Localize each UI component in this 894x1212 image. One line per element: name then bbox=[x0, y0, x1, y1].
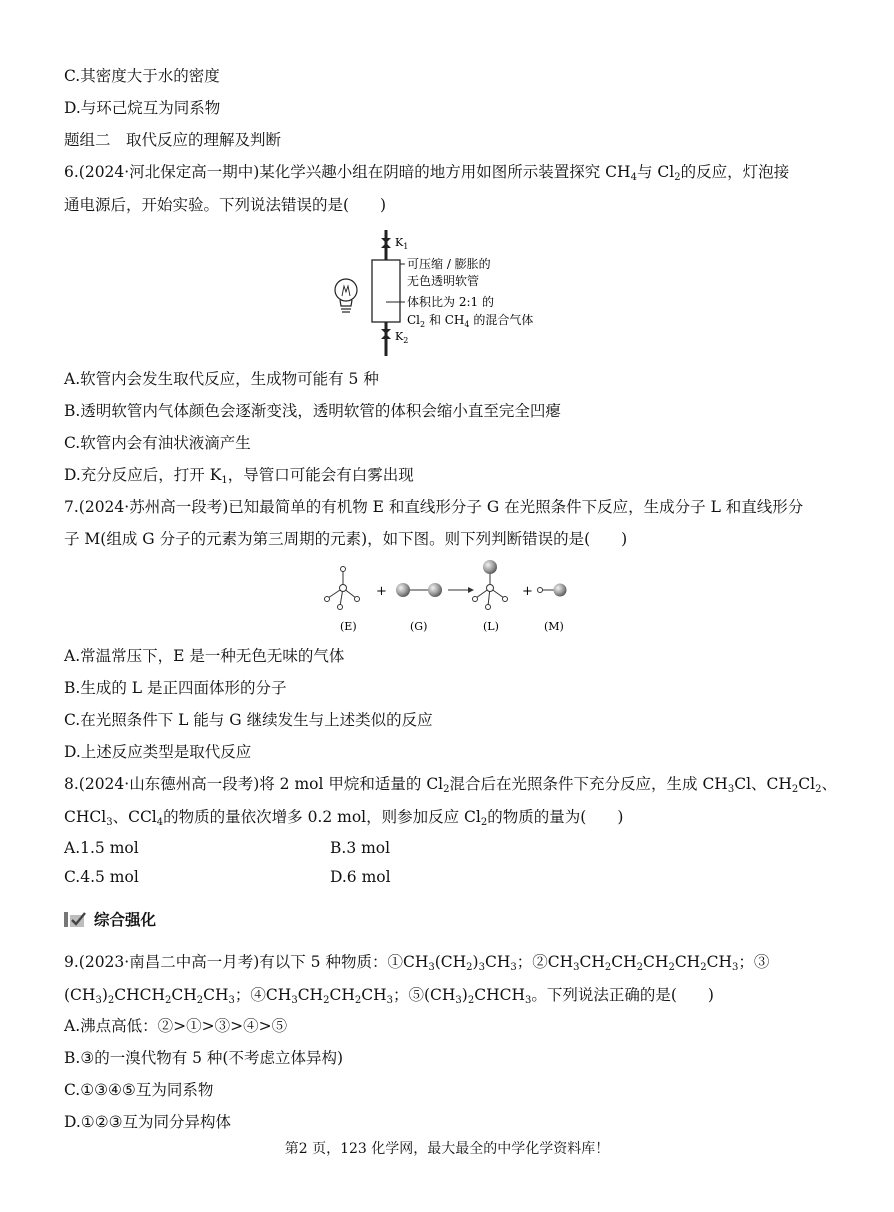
q7-option-b: B.生成的 L 是正四面体形的分子 bbox=[64, 679, 287, 697]
valve-k1 bbox=[381, 238, 391, 248]
valve-k2 bbox=[381, 329, 391, 339]
q9-option-a: A.沸点高低：②>①>③>④>⑤ bbox=[64, 1017, 288, 1035]
tube-label-line2: 无色透明软管 bbox=[407, 274, 480, 288]
q7-option-a: A.常温常压下，E 是一种无色无味的气体 bbox=[64, 647, 345, 665]
q8-option-a: A.1.5 mol bbox=[64, 839, 139, 857]
q9-stem-line2: $(CH_3)_2CHCH_2CH_2CH_3$；$④CH_3CH_2CH_2CH_3$；$⑤(CH_3)_2CHCH_3$。下列说法正确的是( ) bbox=[64, 986, 714, 1006]
reaction-arrow bbox=[448, 587, 474, 593]
q7-stem-line1: 7.(2024·苏州高一段考)已知最简单的有机物 E 和直线形分子 G 在光照条件下反应，生成分子 L 和直线形分 bbox=[64, 498, 804, 516]
group2-title: 题组二 取代反应的理解及判断 bbox=[64, 131, 282, 149]
label-g: (G) bbox=[410, 620, 428, 633]
gas-label-line2: $Cl_2$ 和 $CH_4$ 的混合气体 bbox=[407, 313, 534, 329]
q7-option-d: D.上述反应类型是取代反应 bbox=[64, 743, 252, 761]
molecule-l bbox=[473, 560, 508, 610]
q6-stem-line1: 6.(2024·河北保定高一期中)某化学兴趣小组在阴暗的地方用如图所示装置探究 $CH_4$与 $Cl_2$的反应，灯泡接 bbox=[64, 163, 790, 183]
q6-option-c: C.软管内会有油状液滴产生 bbox=[64, 434, 251, 452]
q6-stem-line2: 通电源后，开始实验。下列说法错误的是( ) bbox=[64, 196, 387, 214]
q8-stem-line1: 8.(2024·山东德州高一段考)将 2 mol 甲烷和适量的 $Cl_2$混合后在光照条件下充分反应，生成 $CH_3Cl$、$CH_2Cl_2$、 bbox=[64, 775, 837, 795]
q7-option-c: C.在光照条件下 L 能与 G 继续发生与上述类似的反应 bbox=[64, 711, 433, 729]
q8-option-b: B.3 mol bbox=[330, 839, 391, 857]
q6-option-b: B.透明软管内气体颜色会逐渐变浅，透明软管的体积会缩小直至完全凹瘪 bbox=[64, 402, 561, 420]
q6-apparatus-figure bbox=[325, 226, 575, 362]
plus-sign-1: + bbox=[376, 584, 387, 599]
tube-label-line1: 可压缩 / 膨胀的 bbox=[407, 257, 491, 271]
molecule-m bbox=[538, 584, 567, 597]
q8-option-d: D.6 mol bbox=[330, 868, 391, 886]
section-header bbox=[64, 908, 156, 930]
label-m: (M) bbox=[544, 620, 564, 633]
q9-option-c: C.①③④⑤互为同系物 bbox=[64, 1081, 214, 1099]
q5-option-d: D.与环己烷互为同系物 bbox=[64, 99, 221, 117]
q7-reaction-figure bbox=[318, 558, 578, 636]
q5-option-c: C.其密度大于水的密度 bbox=[64, 67, 220, 85]
plus-sign-2: + bbox=[522, 584, 533, 599]
soft-tube bbox=[372, 260, 400, 322]
q9-stem-line1: 9.(2023·南昌二中高一月考)有以下 5 种物质：$①CH_3(CH_2)_3CH_3$；$②CH_3CH_2CH_2CH_2CH_2CH_3$；③ bbox=[64, 953, 770, 973]
label-e: (E) bbox=[340, 620, 357, 633]
label-l: (L) bbox=[483, 620, 499, 633]
page-footer: 第2 页，123 化学网，最大最全的中学化学资料库！ bbox=[284, 1141, 610, 1157]
molecule-e bbox=[325, 567, 360, 610]
gas-label-line1: 体积比为 2:1 的 bbox=[407, 295, 494, 309]
section-title: 综合强化 bbox=[94, 911, 157, 929]
molecule-g bbox=[396, 583, 442, 597]
q9-option-d: D.①②③互为同分异构体 bbox=[64, 1113, 231, 1131]
q8-option-c: C.4.5 mol bbox=[64, 868, 139, 886]
q9-option-b: B.③的一溴代物有 5 种(不考虑立体异构) bbox=[64, 1049, 344, 1067]
valve-k1-label: $K_1$ bbox=[395, 236, 409, 251]
q6-option-d: D.充分反应后，打开 $K_1$，导管口可能会有白雾出现 bbox=[64, 466, 414, 486]
valve-k2-label: $K_2$ bbox=[395, 330, 409, 345]
q8-stem-line2: CHCl$_3$、CCl$_4$的物质的量依次增多 0.2 mol，则参加反应 $Cl_2$的物质的量为( ) bbox=[64, 808, 624, 828]
checklist-icon bbox=[64, 910, 86, 928]
q6-option-a: A.软管内会发生取代反应，生成物可能有 5 种 bbox=[64, 370, 379, 388]
q7-stem-line2: 子 M(组成 G 分子的元素为第三周期的元素)，如下图。则下列判断错误的是( ) bbox=[64, 530, 628, 548]
light-bulb-icon bbox=[335, 279, 357, 312]
